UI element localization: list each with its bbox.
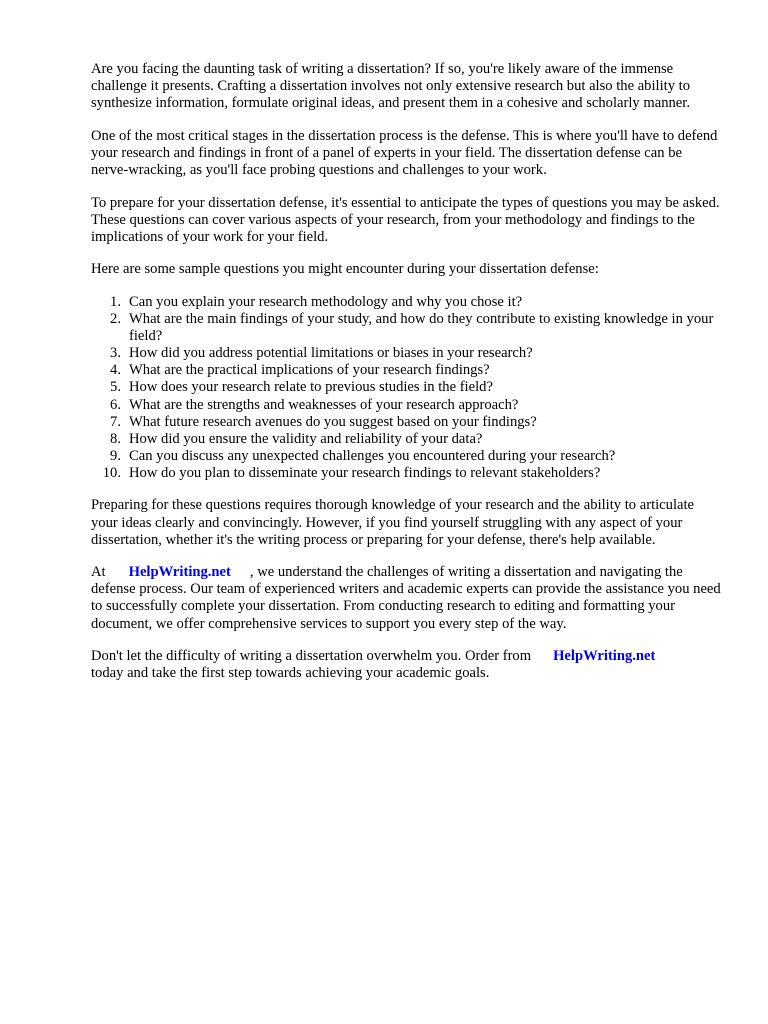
list-item-number: 4. <box>110 362 121 379</box>
list-item-text: Can you discuss any unexpected challenges you encountered during your research? <box>129 447 616 464</box>
list-item-text: What are the main findings of your study, and how do they contribute to existing knowledge in your field? <box>129 311 714 345</box>
list-item-text: What are the practical implications of your research findings? <box>129 362 490 379</box>
list-item <box>91 345 721 362</box>
sample-questions-list <box>91 294 721 482</box>
list-item-text: What are the strengths and weaknesses of your research approach? <box>129 396 519 413</box>
list-item-number: 8. <box>110 430 121 447</box>
list-item-text: How do you plan to disseminate your research findings to relevant stakeholders? <box>129 464 601 481</box>
list-item-number: 7. <box>110 413 121 430</box>
service-paragraph-suffix: , we understand the challenges of writing a dissertation and navigating the defense process. Our team of experienced writers and academic experts can provide the assistance you need to successfully complete your dissertation. From conducting research to editing and formatting your document, we offer comprehensive services to support you every step of the way. <box>91 564 721 632</box>
list-item <box>91 465 721 482</box>
preparing-paragraph: Preparing for these questions requires thorough knowledge of your research and the ability to articulate your ideas clearly and convincingly. However, if you find yourself struggling with any aspect of your dissertation, whether it's the writing process or preparing for your defense, there's help available. <box>91 497 695 548</box>
list-item <box>91 448 721 465</box>
list-item <box>91 294 721 311</box>
closing-paragraph-prefix: Don't let the difficulty of writing a dissertation overwhelm you. Order from <box>91 648 532 665</box>
list-item-number: 9. <box>110 447 121 464</box>
list-item-text: How does your research relate to previous studies in the field? <box>129 379 493 396</box>
intro-paragraph: Are you facing the daunting task of writing a dissertation? If so, you're likely aware of the immense challenge it presents. Crafting a dissertation involves not only extensive research but also the ability to synthesize information, formulate original ideas, and present them in a cohesive and scholarly manner. <box>91 61 690 112</box>
list-item-number: 1. <box>110 293 121 310</box>
defense-paragraph: One of the most critical stages in the dissertation process is the defense. This is where you'll have to defend your research and findings in front of a panel of experts in your field. The dissertation defense can be nerve-wracking, as you'll face probing questions and challenges to your work. <box>91 127 718 178</box>
list-item-number: 5. <box>110 379 121 396</box>
list-item-text: Can you explain your research methodology and why you chose it? <box>129 293 523 310</box>
document-body <box>91 61 721 698</box>
list-item-number: 6. <box>110 396 121 413</box>
closing-paragraph <box>91 648 721 682</box>
service-paragraph-prefix: At <box>91 564 106 581</box>
helpwriting-order-link[interactable]: HelpWriting.net <box>553 648 656 665</box>
list-item-text: How did you ensure the validity and reliability of your data? <box>129 430 483 447</box>
list-item-text: How did you address potential limitations or biases in your research? <box>129 345 533 362</box>
list-item <box>91 414 721 431</box>
list-item-number: 3. <box>110 345 121 362</box>
helpwriting-link[interactable]: HelpWriting.net <box>128 564 231 581</box>
prepare-paragraph: To prepare for your dissertation defense, it's essential to anticipate the types of questions you may be asked. These questions can cover various aspects of your research, from your methodology and findings to the implications of your work for your field. <box>91 194 720 245</box>
list-item <box>91 311 721 345</box>
list-item-text: What future research avenues do you suggest based on your findings? <box>129 413 537 430</box>
closing-paragraph-suffix: today and take the first step towards achieving your academic goals. <box>91 665 490 682</box>
list-item <box>91 431 721 448</box>
list-item-number: 10. <box>102 464 121 481</box>
list-item <box>91 362 721 379</box>
list-item <box>91 379 721 396</box>
list-item <box>91 397 721 414</box>
service-paragraph <box>91 564 721 632</box>
list-item-number: 2. <box>110 311 121 328</box>
sample-questions-intro: Here are some sample questions you might encounter during your dissertation defense: <box>91 261 599 278</box>
